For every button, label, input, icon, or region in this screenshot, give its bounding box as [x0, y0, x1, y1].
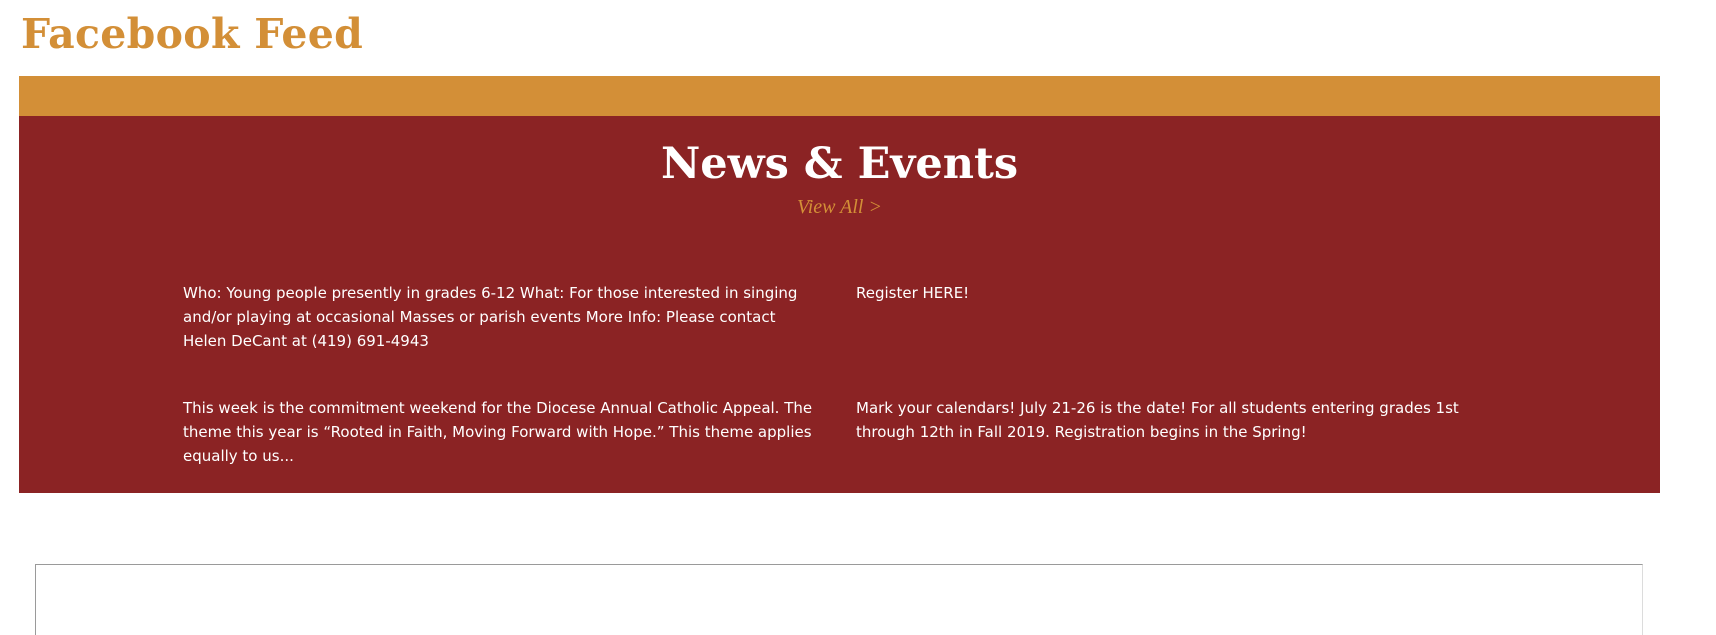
news-item-catholic-appeal[interactable]: This week is the commitment weekend for the Diocese Annual Catholic Appeal. The theme this year is “Rooted in Faith, Moving Forward with Hope.” This theme applies equally to us...: [183, 399, 813, 465]
news-item-calendar[interactable]: Mark your calendars! July 21-26 is the date! For all students entering grades 1st through 12th in Fall 2019. Registration begins in the Spring!: [856, 399, 1459, 441]
news-item-register[interactable]: Register HERE!: [856, 284, 970, 302]
gold-accent-bar: [19, 76, 1660, 116]
news-events-heading: News & Events: [660, 139, 1019, 189]
news-item-youth-music[interactable]: Who: Young people presently in grades 6-12 What: For those interested in singing and/or playing at occasional Masses or parish events More Info: Please contact Helen DeCant at (419) 691-4943: [183, 284, 798, 350]
view-all-link[interactable]: View All >: [797, 196, 882, 218]
facebook-feed-title: Facebook Feed: [21, 10, 364, 58]
facebook-feed-embed-frame[interactable]: [35, 564, 1643, 635]
news-events-panel: [19, 116, 1660, 493]
